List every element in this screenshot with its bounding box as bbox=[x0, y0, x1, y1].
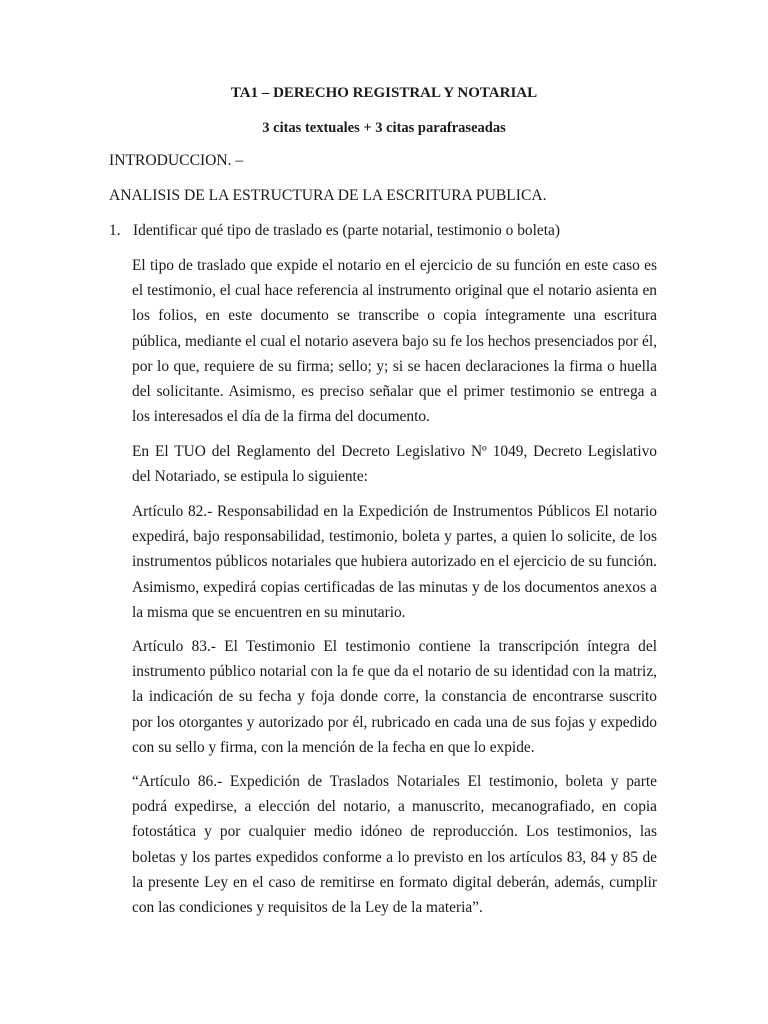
paragraph-traslado: El tipo de traslado que expide el notario en el ejercicio de su función en este caso es el testimonio, el cual hace referencia al instrumento original que el notario asienta en los folios, en este documento se transcribe o copia íntegramente una escritura pública, mediante el cual el notario asevera bajo su fe los hechos presenciados por él, por lo que, requiere de su firma; sello; y; si se hacen declaraciones la firma o huella del solicitante. Asimismo, es preciso señalar que el primer testimonio se entrega a los interesados el día de la firma del documento. bbox=[132, 257, 657, 426]
analysis-heading: ANALISIS DE LA ESTRUCTURA DE LA ESCRITURA PUBLICA. bbox=[109, 187, 547, 204]
document-title: TA1 – DERECHO REGISTRAL Y NOTARIAL bbox=[230, 85, 538, 101]
paragraph-articulo-82: Artículo 82.- Responsabilidad en la Expedición de Instrumentos Públicos El notario expedirá, bajo responsabilidad, testimonio, boleta y partes, a quien lo solicite, de los instrumentos públicos notariales que hubiera autorizado en el ejercicio de su función. Asimismo, expedirá copias certificadas de las minutas y de los documentos anexos a la misma que se encuentren en su minutario. bbox=[132, 503, 657, 621]
paragraph-articulo-83: Artículo 83.- El Testimonio El testimonio contiene la transcripción íntegra del instrumento público notarial con la fe que da el notario de su identidad con la matriz, la indicación de su fecha y foja donde corre, la constancia de encontrarse suscrito por los otorgantes y autorizado por él, rubricado en cada una de sus fojas y expedido con su sello y firma, con la mención de la fecha en que lo expide. bbox=[132, 638, 657, 756]
document-subtitle: 3 citas textuales + 3 citas parafraseadas bbox=[262, 120, 506, 136]
intro-heading: INTRODUCCION. – bbox=[109, 152, 244, 169]
paragraph-tuo: En El TUO del Reglamento del Decreto Legislativo Nº 1049, Decreto Legislativo del Notariado, se estipula lo siguiente: bbox=[132, 443, 657, 486]
list-item bbox=[109, 221, 669, 240]
list-item-number: 1. bbox=[109, 222, 121, 239]
list-item-text: Identificar qué tipo de traslado es (parte notarial, testimonio o boleta) bbox=[133, 222, 560, 239]
paragraph-articulo-86: “Artículo 86.- Expedición de Traslados Notariales El testimonio, boleta y parte podrá expedirse, a elección del notario, a manuscrito, mecanografiado, en copia fotostática y por cualquier medio idóneo de reproducción. Los testimonios, las boletas y los partes expedidos conforme a lo previsto en los artículos 83, 84 y 85 de la presente Ley en el caso de remitirse en formato digital deberán, además, cumplir con las condiciones y requisitos de la Ley de la materia”. bbox=[132, 773, 657, 917]
